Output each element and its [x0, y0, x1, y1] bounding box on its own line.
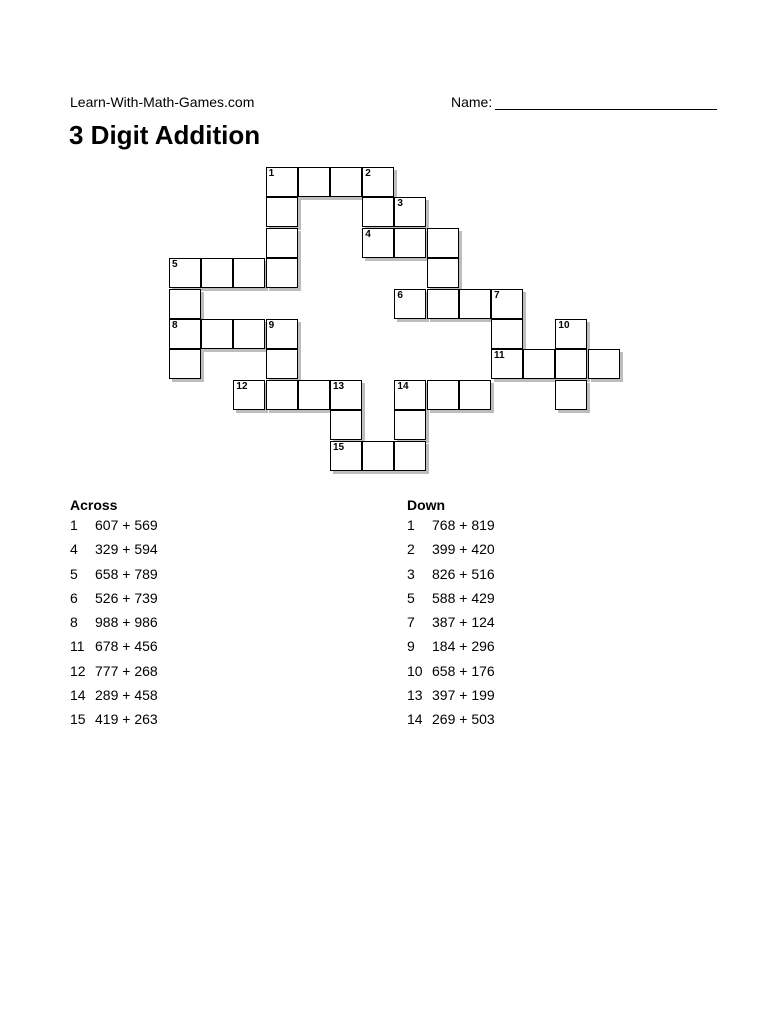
- page-title: 3 Digit Addition: [69, 120, 261, 150]
- cell-number: 13: [333, 380, 345, 392]
- cell-number: 12: [236, 380, 248, 392]
- clue-text: 658 + 789: [95, 565, 158, 582]
- clue-item: [407, 539, 495, 563]
- crossword-cell[interactable]: [427, 289, 459, 319]
- cell-number: 11: [494, 350, 505, 362]
- clue-text: 607 + 569: [95, 517, 158, 533]
- crossword-cell[interactable]: [555, 349, 587, 379]
- clue-item: [70, 661, 158, 685]
- crossword-cell[interactable]: [491, 319, 523, 349]
- crossword-cell[interactable]: [298, 380, 330, 410]
- crossword-grid: [0, 0, 768, 500]
- crossword-cell[interactable]: [459, 289, 491, 319]
- clue-item: [407, 515, 495, 539]
- crossword-cell[interactable]: [330, 167, 362, 197]
- crossword-cell[interactable]: [394, 197, 426, 227]
- name-label: Name:: [451, 94, 493, 110]
- crossword-cell[interactable]: [362, 228, 394, 258]
- cell-number: 4: [365, 228, 371, 240]
- site-name: Learn-With-Math-Games.com: [70, 94, 255, 110]
- crossword-cell[interactable]: [491, 349, 523, 379]
- crossword-cell[interactable]: [169, 349, 201, 379]
- clue-item: [407, 588, 495, 612]
- clue-item: [70, 539, 158, 563]
- clue-number: 1: [407, 517, 415, 533]
- clue-text: 526 + 739: [95, 589, 158, 606]
- clue-number: 11: [70, 638, 85, 655]
- down-list: [407, 515, 495, 734]
- crossword-cell[interactable]: [362, 167, 394, 197]
- clue-text: 988 + 986: [95, 614, 158, 631]
- clue-text: 399 + 420: [432, 541, 495, 558]
- clue-number: 15: [70, 711, 86, 728]
- clue-number: 8: [70, 614, 78, 631]
- clue-item: [407, 636, 495, 660]
- clue-number: 14: [407, 711, 423, 728]
- crossword-cell[interactable]: [459, 380, 491, 410]
- clue-number: 5: [407, 589, 415, 606]
- cell-number: 6: [397, 289, 403, 301]
- clue-item: [70, 564, 158, 588]
- crossword-cell[interactable]: [233, 380, 265, 410]
- clue-text: 658 + 176: [432, 662, 495, 679]
- crossword-cell[interactable]: [394, 289, 426, 319]
- cell-number: 15: [333, 441, 345, 453]
- crossword-cell[interactable]: [266, 349, 298, 379]
- crossword-cell[interactable]: [169, 258, 201, 288]
- crossword-cell[interactable]: [523, 349, 555, 379]
- clue-item: [407, 661, 495, 685]
- crossword-cell[interactable]: [330, 380, 362, 410]
- clue-text: 269 + 503: [432, 711, 495, 728]
- down-heading: Down: [407, 497, 446, 513]
- crossword-cell[interactable]: [330, 441, 362, 471]
- crossword-cell[interactable]: [330, 410, 362, 440]
- clue-item: [70, 636, 158, 660]
- crossword-cell[interactable]: [266, 319, 298, 349]
- clue-number: 12: [70, 662, 86, 679]
- crossword-cell[interactable]: [266, 228, 298, 258]
- clue-number: 5: [70, 565, 78, 582]
- clue-number: 6: [70, 589, 78, 606]
- crossword-cell[interactable]: [266, 167, 298, 197]
- clue-text: 184 + 296: [432, 638, 495, 655]
- crossword-cell[interactable]: [555, 380, 587, 410]
- clue-text: 387 + 124: [432, 614, 495, 631]
- cell-number: 10: [558, 320, 570, 331]
- clue-number: 14: [70, 687, 86, 704]
- clue-item: [70, 685, 158, 709]
- clue-text: 777 + 268: [95, 662, 158, 679]
- crossword-cell[interactable]: [266, 197, 298, 227]
- crossword-cell[interactable]: [555, 319, 587, 349]
- clue-text: 289 + 458: [95, 687, 158, 704]
- clue-text: 826 + 516: [432, 565, 495, 582]
- clue-number: 3: [407, 565, 415, 582]
- clue-item: [70, 612, 158, 636]
- cell-number: 3: [397, 198, 403, 210]
- crossword-cell[interactable]: [394, 228, 426, 258]
- crossword-cell[interactable]: [169, 319, 201, 349]
- cell-number: 5: [172, 259, 178, 271]
- crossword-cell[interactable]: [201, 319, 233, 349]
- clue-text: 329 + 594: [95, 541, 158, 558]
- across-list: [70, 515, 158, 734]
- crossword-cell[interactable]: [427, 258, 459, 288]
- clue-item: [70, 588, 158, 612]
- crossword-cell[interactable]: [427, 380, 459, 410]
- crossword-cell[interactable]: [169, 289, 201, 319]
- clue-number: 2: [407, 541, 415, 558]
- clue-number: 1: [70, 517, 78, 533]
- crossword-cell[interactable]: [394, 441, 426, 471]
- clue-number: 13: [407, 687, 423, 704]
- crossword-cell[interactable]: [362, 197, 394, 227]
- clue-item: [407, 612, 495, 636]
- clue-text: 397 + 199: [432, 687, 495, 704]
- cell-number: 14: [397, 380, 409, 392]
- crossword-cell[interactable]: [233, 319, 265, 349]
- clue-text: 588 + 429: [432, 589, 495, 606]
- crossword-cell[interactable]: [233, 258, 265, 288]
- crossword-cell[interactable]: [427, 228, 459, 258]
- clue-item: [407, 685, 495, 709]
- clue-text: 419 + 263: [95, 711, 158, 728]
- across-clues: [70, 497, 158, 734]
- cell-number: 1: [268, 168, 275, 179]
- crossword-cell[interactable]: [491, 289, 523, 319]
- cell-number: 8: [172, 320, 178, 331]
- cell-number: 9: [268, 320, 275, 331]
- clue-text: 678 + 456: [95, 638, 158, 655]
- crossword-cell[interactable]: [201, 258, 233, 288]
- crossword-cell[interactable]: [266, 380, 298, 410]
- down-clues: [407, 497, 495, 734]
- crossword-cell[interactable]: [394, 410, 426, 440]
- crossword-cell[interactable]: [588, 349, 620, 379]
- clue-number: 7: [407, 614, 415, 631]
- clue-item: [407, 709, 495, 733]
- crossword-cell[interactable]: [394, 380, 426, 410]
- clue-number: 9: [407, 638, 415, 655]
- clue-number: 10: [407, 662, 423, 679]
- clue-item: [70, 709, 158, 733]
- crossword-cell[interactable]: [266, 258, 298, 288]
- crossword-cell[interactable]: [298, 167, 330, 197]
- clue-number: 4: [70, 541, 78, 558]
- across-heading: Across: [70, 497, 118, 513]
- cell-number: 2: [365, 168, 371, 179]
- clue-text: 768 + 819: [432, 517, 495, 533]
- crossword-cell[interactable]: [362, 441, 394, 471]
- cell-number: 7: [494, 289, 500, 301]
- clue-item: [407, 564, 495, 588]
- clue-item: [70, 515, 158, 539]
